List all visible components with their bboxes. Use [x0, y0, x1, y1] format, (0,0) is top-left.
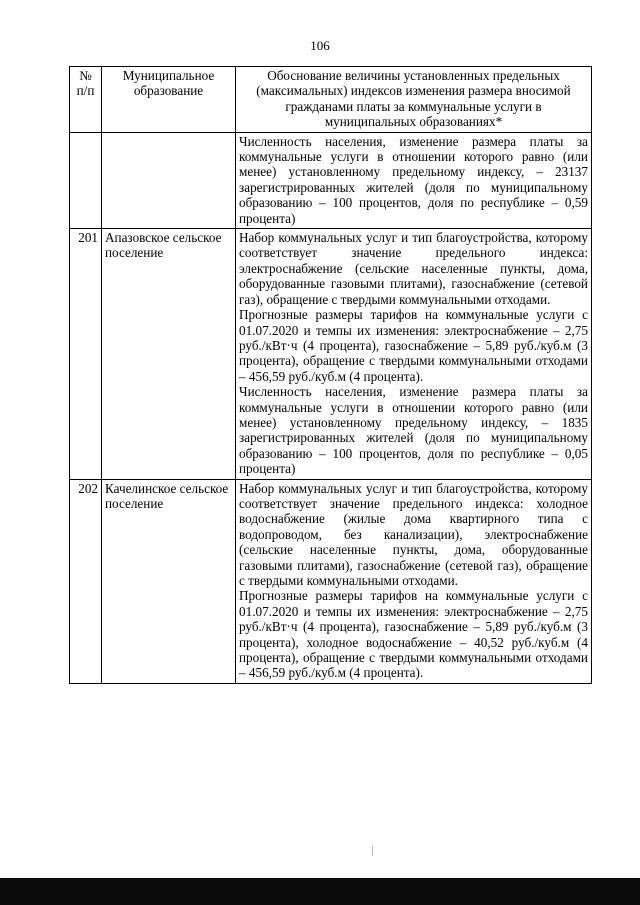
table-row-202	[70, 479, 592, 683]
header-municipality: Муниципальное образование	[102, 67, 236, 133]
scan-border	[0, 878, 640, 905]
paragraph-services: Набор коммунальных услуг и тип благоустройства, которому соответствует значение предельного индекса: холодное водоснабжение (жилые дома квартирного типа с водопроводом, без канализации), электроснабжение (сельские населенные пункты, дома, оборудованные газовыми плитами), газоснабжение (сетевой газ), обращение с твердыми коммунальными отходами.	[239, 480, 588, 588]
paragraph-tariffs: Прогнозные размеры тарифов на коммунальные услуги с 01.07.2020 и темпы их изменения: электроснабжение – 2,75 руб./кВт·ч (4 процента), газоснабжение – 5,89 руб./куб.м (3 процента), обращение с твердыми коммунальными отходами – 456,59 руб./куб.м (4 процента).	[239, 307, 588, 384]
paragraph-services: Набор коммунальных услуг и тип благоустройства, которому соответствует значение предельного индекса: электроснабжение (сельские населенные пункты, дома, оборудованные газовыми плитами), газоснабжение (сетевой газ), обращение с твердыми коммунальными отходами.	[239, 230, 588, 307]
header-num: № п/п	[70, 67, 102, 133]
cell-justification	[236, 479, 592, 683]
cell-num	[70, 132, 102, 228]
cell-justification	[236, 132, 592, 228]
paragraph: Численность населения, изменение размера платы за коммунальные услуги в отношении которого равно (или менее) установленному предельному индексу, – 23137 зарегистрированных жителей (доля по муниципальному образованию – 100 процентов, доля по республике – 0,59 процента)	[239, 133, 588, 226]
table-row-201	[70, 229, 592, 480]
table-row-continued	[70, 132, 592, 228]
cell-name	[102, 132, 236, 228]
cell-num: 201	[70, 229, 102, 480]
table-header-row	[70, 67, 592, 133]
header-justification: Обоснование величины установленных предельных (максимальных) индексов изменения размера вносимой гражданами платы за коммунальные услуги в муниципальных образованиях*	[236, 67, 592, 133]
cell-name: Апазовское сельское поселение	[102, 229, 236, 480]
cell-num: 202	[70, 479, 102, 683]
indices-table	[69, 66, 592, 684]
cell-name: Качелинское сельское поселение	[102, 479, 236, 683]
paragraph-tariffs: Прогнозные размеры тарифов на коммунальные услуги с 01.07.2020 и темпы их изменения: электроснабжение – 2,75 руб./кВт·ч (4 процента), газоснабжение – 5,89 руб./куб.м (3 процента), холодное водоснабжение – 40,52 руб./куб.м (4 процента), обращение с твердыми коммунальными отходами – 456,59 руб./куб.м (4 процента).	[239, 588, 588, 681]
scan-artifact	[372, 846, 373, 856]
page-number: 106	[310, 38, 330, 53]
cell-justification	[236, 229, 592, 480]
paragraph-population: Численность населения, изменение размера платы за коммунальные услуги в отношении которого равно (или менее) установленному предельному индексу, – 1835 зарегистрированных жителей (доля по муниципальному образованию – 100 процентов, доля по республике – 0,05 процента)	[239, 384, 588, 477]
